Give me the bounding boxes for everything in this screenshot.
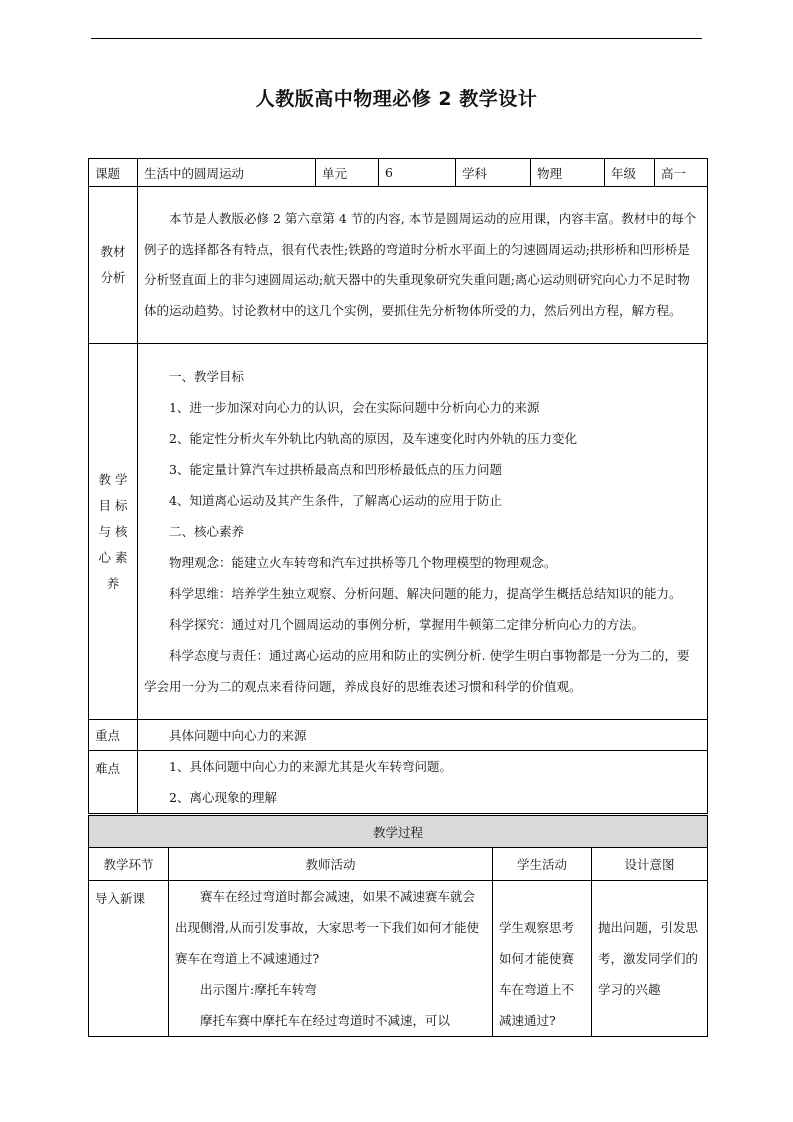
- topic-value: 生活中的圆周运动: [138, 159, 316, 187]
- key-points-row: [89, 720, 708, 751]
- grade-value: 高一: [655, 159, 708, 187]
- student-activity-intro: 学生观察思考如何才能使赛车在弯道上不减速通过?: [493, 881, 592, 1037]
- col-teacher: 教师活动: [169, 848, 493, 881]
- objectives-content: [138, 344, 708, 720]
- analysis-text: 本节是人教版必修 2 第六章第 4 节的内容, 本节是圆周运动的应用课，内容丰富。教材中的每个例子的选择都各有特点，很有代表性;铁路的弯道时分析水平面上的匀速圆周运动;拱形桥和凹形桥是分析竖直面上的非匀速圆周运动;航天器中的失重现象研究失重问题;离心运动则研究向心力不足时物体的运动趋势。讨论教材中的这几个实例，要抓住先分析物体所受的力，然后列出方程，解方程。: [138, 187, 708, 344]
- difficulty-2: 2、离心现象的理解: [169, 790, 277, 805]
- difficulty-1: 1、具体问题中向心力的来源尤其是火车转弯问题。: [169, 759, 452, 774]
- literacy-attitude: 科学态度与责任：通过离心运动的应用和防止的实例分析. 使学生明白事物都是一分为二的，要学会用一分为二的观点来看待问题，养成良好的思维表述习惯和科学的价值观。: [144, 648, 690, 694]
- goal-2: 2、能定性分析火车外轨比内轨高的原因，及车速变化时内外轨的压力变化: [169, 431, 577, 446]
- col-student: 学生活动: [493, 848, 592, 881]
- grade-label: 年级: [605, 159, 655, 187]
- lesson-plan-table: [88, 158, 708, 814]
- difficulties-content: [138, 751, 708, 814]
- process-row-intro: [89, 881, 708, 1037]
- difficulties-row: [89, 751, 708, 814]
- design-intent-intro: 抛出问题，引发思考，激发同学们的学习的兴趣: [592, 881, 708, 1037]
- literacy-thinking: 科学思维：培养学生独立观察、分析问题、解决问题的能力，提高学生概括总结知识的能力。: [169, 586, 682, 601]
- difficulties-label: 难点: [89, 751, 138, 814]
- page-title: 人教版高中物理必修 2 教学设计: [255, 88, 538, 110]
- topic-label: 课题: [89, 159, 138, 187]
- process-table: [88, 815, 708, 1037]
- goal-4: 4、知道离心运动及其产生条件，了解离心运动的应用于防止: [169, 493, 502, 508]
- header-rule: [91, 38, 702, 39]
- col-intent: 设计意图: [592, 848, 708, 881]
- teacher-activity-intro: 赛车在经过弯道时都会减速，如果不减速赛车就会出现侧滑,从而引发事故，大家思考一下我们如何才能使赛车在弯道上不减速通过? 出示图片:摩托车转弯 摩托车赛中摩托车在经过弯道时不减速，可以: [169, 881, 493, 1037]
- objectives-label: 教 学 目 标 与 核 心 素 养: [89, 344, 138, 720]
- goal-3: 3、能定量计算汽车过拱桥最高点和凹形桥最低点的压力问题: [169, 462, 502, 477]
- col-stage: 教学环节: [89, 848, 169, 881]
- process-header-row: [89, 848, 708, 881]
- analysis-label: 教材 分析: [89, 187, 138, 344]
- unit-label: 单元: [316, 159, 379, 187]
- subject-value: 物理: [531, 159, 605, 187]
- subject-label: 学科: [456, 159, 531, 187]
- process-title: 教学过程: [89, 816, 708, 848]
- process-title-row: [89, 816, 708, 848]
- literacy-inquiry: 科学探究：通过对几个圆周运动的事例分析，掌握用牛顿第二定律分析向心力的方法。: [169, 617, 645, 632]
- key-points-label: 重点: [89, 720, 138, 751]
- key-points-text: 具体问题中向心力的来源: [138, 720, 708, 751]
- header-row: [89, 159, 708, 187]
- literacy-concept: 物理观念：能建立火车转弯和汽车过拱桥等几个物理模型的物理观念。: [169, 555, 557, 570]
- objectives-heading-1: 一、教学目标: [169, 369, 245, 384]
- goal-1: 1、进一步加深对向心力的认识，会在实际问题中分析向心力的来源: [169, 400, 540, 415]
- stage-intro: 导入新课: [89, 881, 169, 1037]
- unit-value: 6: [379, 159, 456, 187]
- objectives-row: [89, 344, 708, 720]
- objectives-heading-2: 二、核心素养: [169, 524, 245, 539]
- analysis-row: [89, 187, 708, 344]
